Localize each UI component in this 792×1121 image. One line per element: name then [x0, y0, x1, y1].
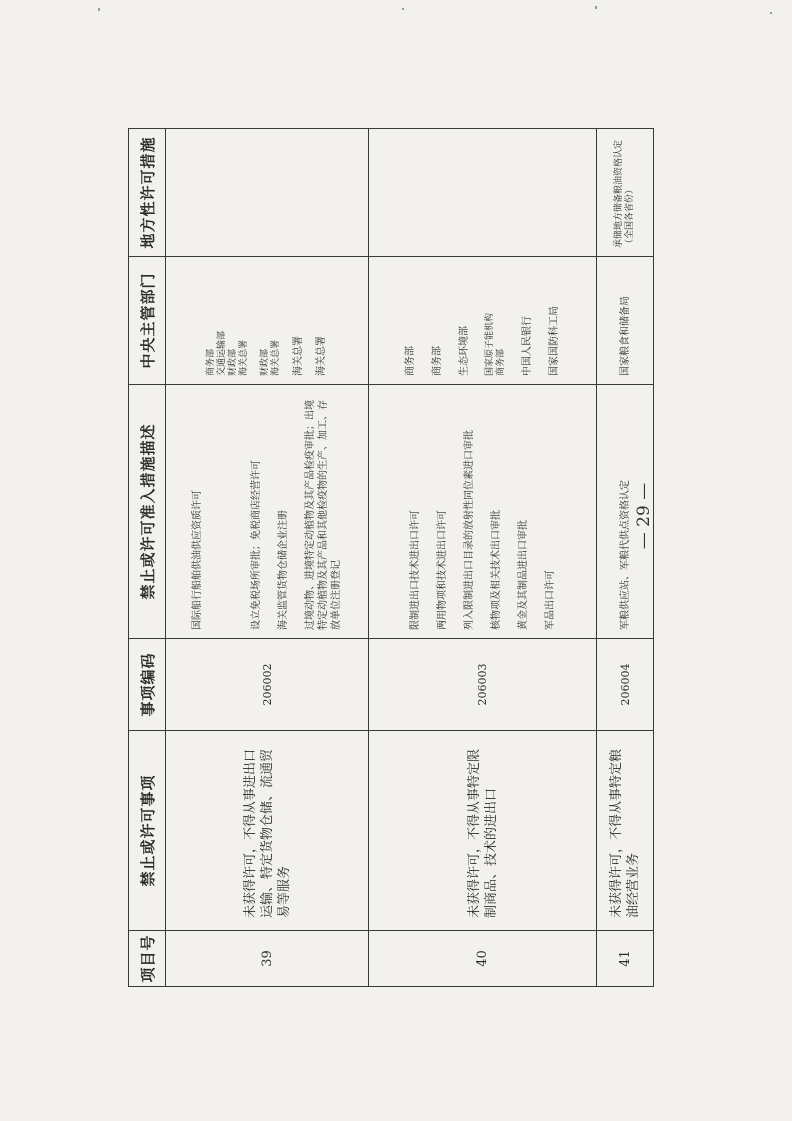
- measure-text: 黄金及其制品进出口审批: [517, 520, 529, 630]
- scan-mark: [595, 6, 597, 9]
- measure-text: 核物项及相关技术出口审批: [490, 510, 502, 630]
- item-code: 206004: [597, 639, 654, 731]
- dept-text: 中国人民银行: [522, 316, 533, 376]
- dept-text: 海关总署: [239, 339, 249, 376]
- item-number: 39: [166, 931, 369, 987]
- header-local: 地方性许可措施: [129, 129, 166, 257]
- header-code: 事项编码: [129, 639, 166, 731]
- measure-text: 设立免税场所审批；免税商店经营许可: [251, 460, 262, 630]
- measure-text: 过境动物、进境特定动植物及其产品检疫审批；出境特定动植物及其产品和其他检疫物的生产、加工、存放单位注册登记: [305, 400, 342, 630]
- dept-group: [206, 265, 250, 376]
- measure-text: 限制进出口技术进出口许可: [409, 510, 421, 630]
- header-item: 禁止或许可事项: [129, 731, 166, 931]
- header-measures: 禁止或许可准入措施描述: [129, 385, 166, 639]
- item-code: 206002: [166, 639, 369, 731]
- dept-text: 交通运输部: [217, 330, 227, 376]
- measure-text: 军粮供应站、军粮代供点资格认定: [619, 480, 631, 630]
- scan-mark: [770, 12, 772, 14]
- dept-group: [260, 265, 282, 376]
- dept-group: [485, 265, 507, 376]
- item-description: 未获得许可，不得从事特定粮油经营业务: [597, 731, 654, 931]
- dept-text: 财政部: [228, 348, 238, 376]
- dept-text: 海关总署: [293, 336, 304, 376]
- scan-mark: [402, 8, 404, 10]
- dept-text: 海关总署: [316, 336, 327, 376]
- item-description: 未获得许可，不得从事进出口运输、特定货物仓储、流通贸易等服务: [166, 731, 369, 931]
- table-row: [597, 129, 654, 987]
- permit-table: [128, 128, 654, 987]
- dept-text: 国家原子能机构: [485, 312, 495, 376]
- item-code: 206003: [369, 639, 597, 731]
- item-number: 40: [369, 931, 597, 987]
- measure-text: 海关监管货物仓储企业注册: [278, 510, 289, 630]
- dept-cell: [166, 257, 369, 385]
- dept-text: 商务部: [496, 348, 506, 376]
- header-item-no: 项目号: [129, 931, 166, 987]
- local-text: 承储地方储备粮油资格认定（全国各省份）: [614, 139, 635, 248]
- dept-text: 国家粮食和储备局: [619, 296, 631, 376]
- dept-text: 生态环境部: [459, 326, 470, 376]
- local-cell: [597, 129, 654, 257]
- measures-cell: [369, 385, 597, 639]
- page-number: — 29 —: [634, 482, 654, 550]
- measure-text: 国际船行船舶供油供应资质许可: [192, 490, 203, 630]
- dept-cell: [369, 257, 597, 385]
- header-dept: 中央主管部门: [129, 257, 166, 385]
- dept-text: 商务部: [206, 348, 216, 376]
- dept-text: 商务部: [405, 346, 416, 376]
- table-row: [166, 129, 369, 987]
- dept-text: 海关总署: [271, 339, 281, 376]
- local-cell: [166, 129, 369, 257]
- table-header-row: [129, 129, 166, 987]
- item-description: 未获得许可，不得从事特定限制商品、技术的进出口: [369, 731, 597, 931]
- dept-cell: [597, 257, 654, 385]
- local-cell: [369, 129, 597, 257]
- measure-text: 列入限制进出口目录的放射性同位素进口审批: [463, 430, 475, 630]
- measure-text: 两用物项和技术进出口许可: [436, 510, 448, 630]
- dept-text: 国家国防科工局: [549, 306, 560, 376]
- dept-text: 财政部: [260, 348, 270, 376]
- scan-mark: [98, 8, 100, 11]
- item-number: 41: [597, 931, 654, 987]
- measure-text: 军品出口许可: [544, 570, 556, 630]
- table-row: [369, 129, 597, 987]
- measures-cell: [166, 385, 369, 639]
- dept-text: 商务部: [432, 346, 443, 376]
